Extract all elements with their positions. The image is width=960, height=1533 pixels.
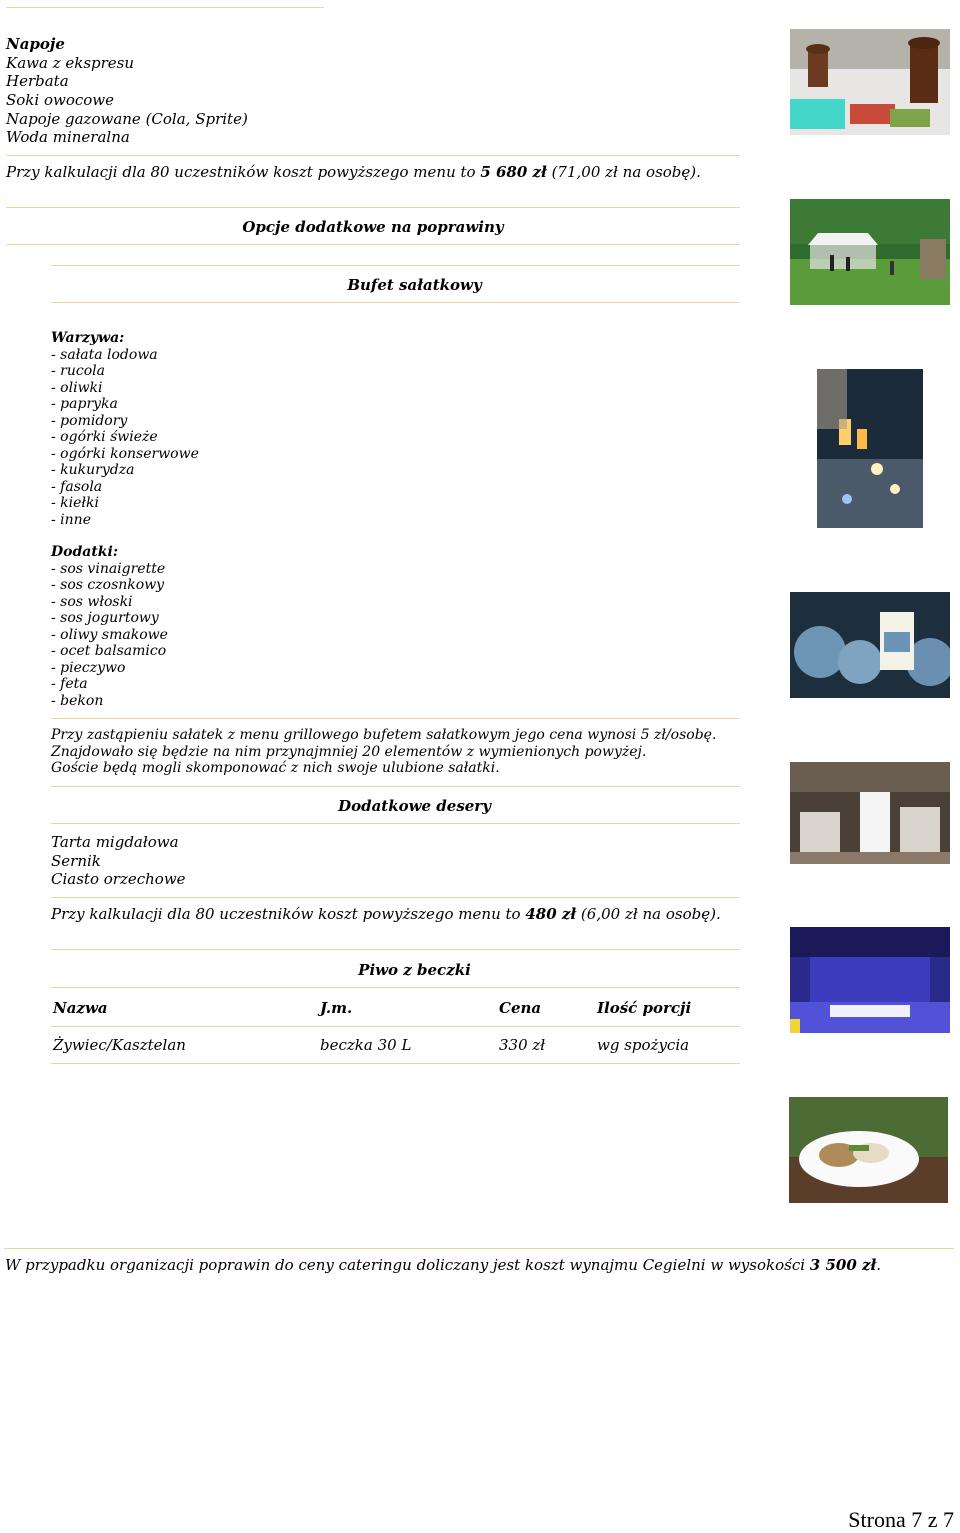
bufet-note (51, 727, 716, 777)
calc-prefix: Przy kalkulacji dla 80 uczestników koszt powyższego menu to (6, 163, 481, 181)
footer-divider (4, 1248, 954, 1249)
list-item: Woda mineralna (6, 128, 130, 147)
divider (51, 718, 740, 719)
list-item: - ogórki konserwowe (51, 445, 199, 462)
desery-list (51, 833, 186, 889)
list-item: - ocet balsamico (51, 643, 167, 659)
list-item: Herbata (6, 72, 69, 91)
photo-flowers-card (790, 592, 950, 698)
divider (51, 265, 740, 266)
section-title-desery: Dodatkowe desery (338, 797, 491, 815)
footer-suffix: . (876, 1256, 882, 1274)
table-cell: wg spożycia (597, 1036, 690, 1054)
list-item: Ciasto orzechowe (51, 870, 186, 889)
table-header-ilosc: Ilość porcji (597, 999, 692, 1017)
note-line: Znajdowało się będzie na nim przynajmniej 20 elementów z wymienionych powyżej. (51, 743, 647, 760)
list-item: - fasola (51, 478, 103, 495)
list-item: - papryka (51, 396, 118, 412)
list-item: - sos czosnkowy (51, 577, 165, 593)
napoje-title: Napoje (6, 35, 65, 53)
list-item: - pomidory (51, 412, 128, 429)
divider (6, 244, 740, 245)
photo-banquet-hall (790, 762, 950, 864)
list-item: - pieczywo (51, 659, 126, 676)
divider (51, 786, 740, 787)
calculation-note (6, 164, 701, 181)
list-item: - rucola (51, 363, 105, 379)
section-title-piwo: Piwo z beczki (358, 961, 471, 979)
list-item: - ogórki świeże (51, 429, 158, 445)
divider (51, 1063, 740, 1064)
dodatki-list (51, 544, 168, 709)
calculation-note (51, 906, 721, 923)
table-cell: Żywiec/Kasztelan (53, 1036, 186, 1054)
photo-blue-stage (790, 927, 950, 1033)
divider (51, 823, 740, 824)
list-item: - oliwy smakowe (51, 626, 168, 643)
list-item: - sos włoski (51, 593, 133, 610)
list-item: - sałata lodowa (51, 346, 158, 363)
list-item: Napoje gazowane (Cola, Sprite) (6, 109, 248, 128)
dodatki-label: Dodatki: (51, 544, 118, 560)
divider (6, 155, 740, 156)
calc-amount: 480 zł (525, 905, 577, 923)
photo-plated-dish (789, 1097, 948, 1203)
list-item: - oliwki (51, 379, 103, 396)
divider (51, 949, 740, 950)
calc-prefix: Przy kalkulacji dla 80 uczestników koszt powyższego menu to (51, 905, 526, 923)
footer-note (5, 1257, 881, 1274)
table-cell: 330 zł (499, 1036, 546, 1054)
list-item: - feta (51, 676, 88, 692)
photo-candles (817, 369, 923, 528)
table-header-jm: J.m. (320, 999, 353, 1017)
footer-amount: 3 500 zł (809, 1256, 877, 1274)
list-item: - inne (51, 511, 91, 528)
section-title-options: Opcje dodatkowe na poprawiny (242, 218, 504, 236)
note-line: Goście będą mogli skomponować z nich swoje ulubione sałatki. (51, 760, 500, 776)
calc-suffix: (6,00 zł na osobę). (576, 905, 721, 923)
list-item: - sos jogurtowy (51, 610, 159, 626)
list-item: - kiełki (51, 495, 99, 511)
calc-suffix: (71,00 zł na osobę). (546, 163, 701, 181)
section-title-bufet: Bufet sałatkowy (347, 276, 482, 294)
list-item: - sos vinaigrette (51, 560, 166, 577)
warzywa-list (51, 330, 199, 528)
table-cell: beczka 30 L (320, 1036, 412, 1054)
page-number: Strona 7 z 7 (848, 1507, 954, 1532)
list-item: Soki owocowe (6, 91, 115, 110)
napoje-section (6, 35, 248, 147)
photo-garden-tent (790, 199, 950, 305)
divider (51, 302, 740, 303)
list-item: Sernik (51, 851, 101, 870)
footer-prefix: W przypadku organizacji poprawin do ceny cateringu doliczany jest koszt wynajmu Cegielni w wysokości (5, 1256, 810, 1274)
divider (51, 1026, 740, 1027)
note-line: Przy zastąpieniu sałatek z menu grillowego bufetem sałatkowym jego cena wynosi 5 zł/osobę. (51, 727, 717, 743)
list-item: - kukurydza (51, 462, 135, 478)
table-header-cena: Cena (499, 999, 542, 1017)
list-item: Tarta migdałowa (51, 833, 179, 851)
top-divider (6, 7, 324, 8)
list-item: Kawa z ekspresu (6, 53, 135, 72)
calc-amount: 5 680 zł (480, 163, 547, 181)
divider (6, 207, 740, 208)
divider (51, 987, 740, 988)
list-item: - bekon (51, 692, 104, 709)
divider (51, 897, 740, 898)
photo-chocolate-fountain (790, 29, 950, 135)
warzywa-label: Warzywa: (51, 330, 125, 346)
table-header-nazwa: Nazwa (53, 999, 108, 1017)
